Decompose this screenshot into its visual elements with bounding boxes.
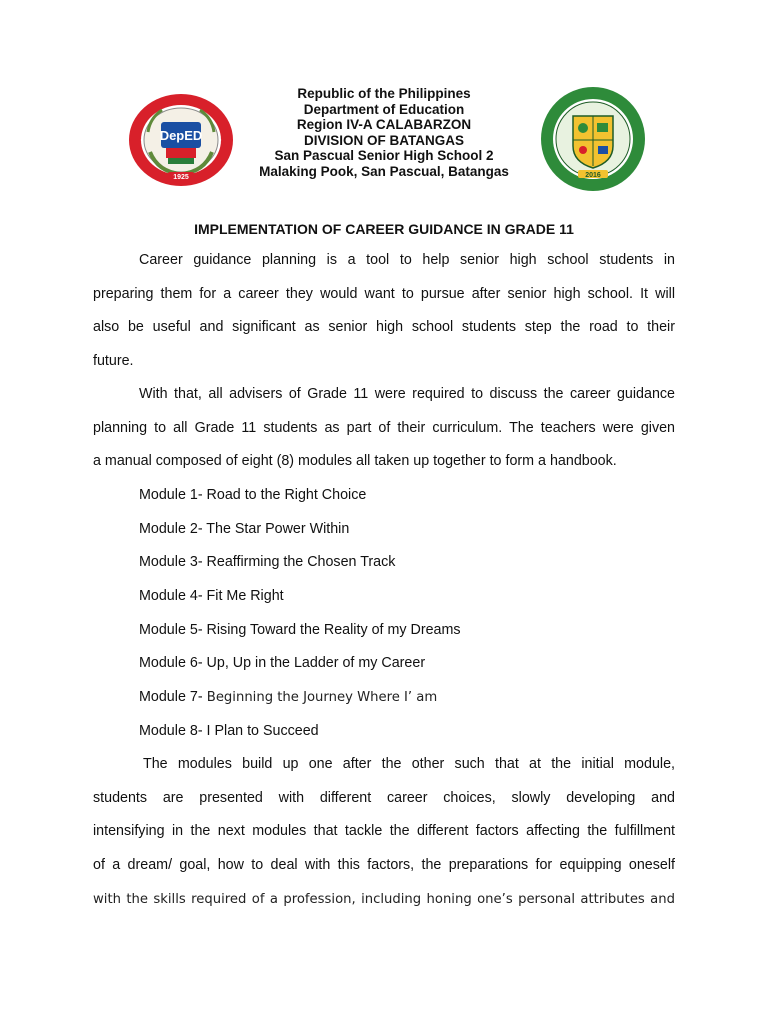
module-title: Reaffirming the Chosen Track (202, 554, 396, 571)
paragraph-line: With that, all advisers of Grade 11 were required to discuss the career guidance (139, 386, 675, 402)
paragraph-intro (93, 244, 675, 379)
document-title: IMPLEMENTATION OF CAREER GUIDANCE IN GRADE 11 (194, 221, 574, 237)
module-label: Module 7- (139, 689, 203, 706)
letterhead (0, 86, 768, 179)
module-label: Module 3- (139, 554, 203, 571)
header-line-address: Malaking Pook, San Pascual, Batangas (259, 163, 509, 179)
header-line-division: DIVISION OF BATANGAS (303, 132, 464, 148)
list-item (139, 546, 461, 580)
paragraph-line: Career guidance planning is a tool to help senior high school students in (139, 252, 675, 268)
paragraph-line: planning to all Grade 11 students as part of their curriculum. The teachers were given (93, 419, 675, 436)
paragraph-line: with the skills required of a profession, including honing one’s personal attributes and (93, 891, 675, 907)
paragraph-advisers (93, 378, 675, 479)
paragraph-line: intensifying in the next modules that tackle the different factors affecting the fulfillment (93, 823, 675, 840)
paragraph-line: The modules build up one after the other such that at the initial module, (143, 756, 675, 772)
module-label: Module 4- (139, 588, 203, 605)
list-item (139, 614, 461, 648)
svg-text:DepED: DepED (159, 128, 203, 143)
header-line-republic: Republic of the Philippines (297, 86, 471, 101)
module-title: Up, Up in the Ladder of my Career (202, 655, 426, 672)
list-item (139, 580, 461, 614)
module-title: Road to the Right Choice (202, 487, 367, 503)
paragraph-line: a manual composed of eight (8) modules all taken up together to form a handbook. (93, 453, 617, 470)
module-label: Module 2- (139, 520, 203, 537)
module-label: Module 1- (139, 487, 203, 503)
module-label: Module 8- (139, 722, 203, 739)
header-line-department: Department of Education (303, 101, 465, 117)
header-line-school: San Pascual Senior High School 2 (274, 148, 494, 163)
module-title: Fit Me Right (202, 588, 284, 605)
module-title: Rising Toward the Reality of my Dreams (202, 621, 461, 638)
list-item (139, 479, 461, 513)
list-item (139, 513, 461, 547)
module-label: Module 6- (139, 655, 203, 672)
module-list (139, 479, 461, 749)
paragraph-line: of a dream/ goal, how to deal with this factors, the preparations for equipping oneself (93, 857, 675, 874)
paragraph-line: students are presented with different career choices, slowly developing and (93, 789, 675, 806)
paragraph-line: also be useful and significant as senior high school students step the road to their (93, 319, 675, 336)
header-line-region: Region IV-A CALABARZON (296, 117, 472, 132)
module-title: Beginning the Journey Where I’ am (202, 690, 438, 706)
list-item (139, 647, 461, 681)
paragraph-line: future. (93, 353, 134, 370)
san-pascual-shs-seal (540, 86, 646, 192)
list-item (139, 681, 461, 715)
svg-text:1925: 1925 (173, 174, 189, 181)
list-item (139, 715, 461, 749)
paragraph-modules-description (93, 748, 675, 916)
svg-text:2016: 2016 (585, 172, 601, 179)
paragraph-line: preparing them for a career they would want to pursue after senior high school. It will (93, 285, 675, 302)
module-label: Module 5- (139, 621, 203, 638)
module-title: The Star Power Within (202, 520, 350, 537)
module-title: I Plan to Succeed (202, 722, 319, 739)
